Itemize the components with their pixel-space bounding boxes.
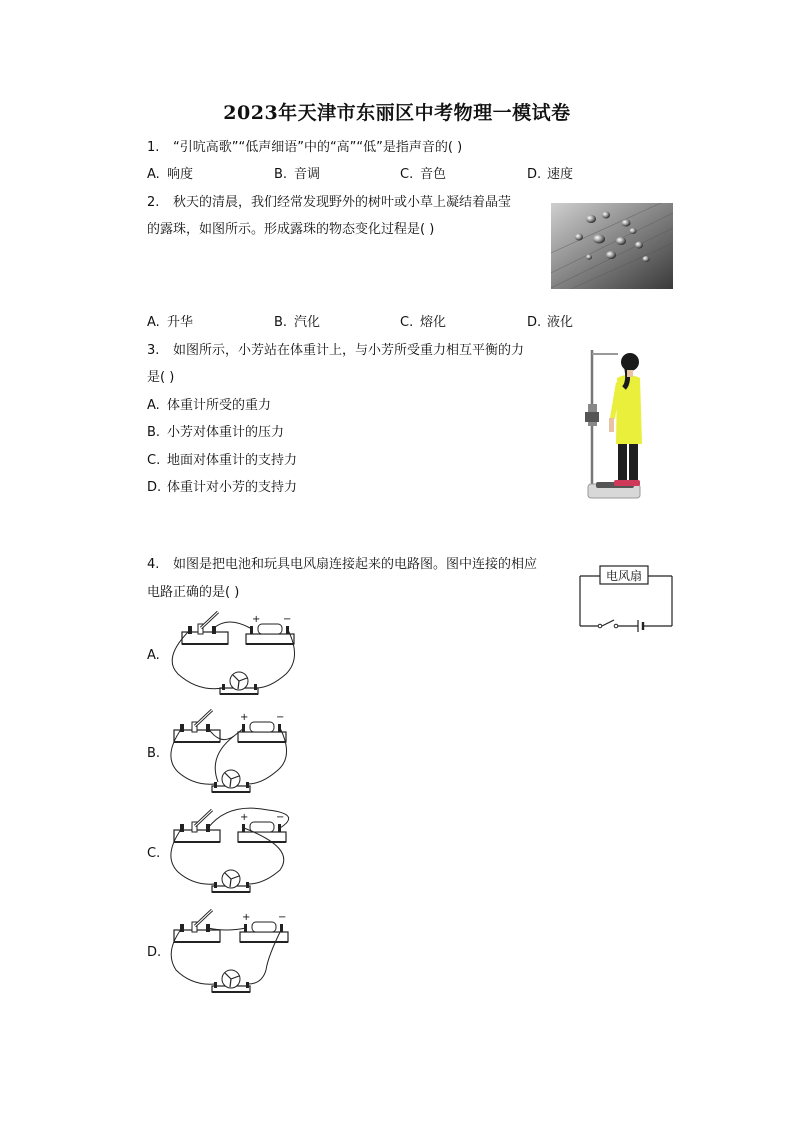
battery-minus-label: − [276,712,285,723]
option-key: A. [147,398,160,413]
question-4 [147,556,537,574]
option-key: C. [400,167,414,182]
switch-icon [174,910,220,942]
q2-option-d [527,314,573,332]
fan-icon [212,970,250,992]
option-text: 熔化 [420,315,447,330]
circuit-schematic [576,562,676,634]
circuit-option-d [168,906,300,996]
option-key: D. [147,480,162,495]
option-key: A. [147,167,160,182]
q2-option-b [274,314,320,332]
option-text: 速度 [547,167,574,182]
q2-option-a [147,314,193,332]
q1-option-c [400,166,446,184]
option-text: 体重计对小芳的支持力 [167,480,298,495]
option-text: 音调 [294,167,321,182]
option-key: D. [527,167,542,182]
fan-icon [212,870,250,892]
q4-option-c-label: C. [147,846,161,861]
q3-option-d [147,479,297,497]
battery-plus-label: + [242,912,251,923]
battery-minus-label: − [276,812,285,823]
circuit-option-b [168,706,300,796]
option-text: 升华 [167,315,194,330]
option-key: B. [147,425,161,440]
switch-icon [174,710,220,742]
option-text: 小芳对体重计的压力 [167,425,285,440]
q4-option-a-label: A. [147,648,160,663]
circuit-option-c [168,806,302,896]
battery-minus-label: − [283,614,292,625]
option-text: 音色 [420,167,447,182]
q1-option-a [147,166,193,184]
question-text: 如图所示，小芳站在体重计上，与小芳所受重力相互平衡的力 [173,343,525,358]
q2-option-c [400,314,446,332]
q3-option-a [147,397,271,415]
option-key: D. [527,315,542,330]
battery-icon [246,614,294,644]
question-number: 2. [147,195,160,210]
q1-option-b [274,166,320,184]
battery-plus-label: + [240,712,249,723]
weight-scale-photo [570,346,674,508]
question-2-line-2 [147,221,434,239]
battery-minus-label: − [278,912,287,923]
q3-option-c [147,452,297,470]
battery-icon [240,912,288,942]
switch-icon [174,810,220,842]
question-text: “引吭高歌”“低声细语”中的“高”“低”是指声音的( ) [173,140,463,155]
question-1 [147,139,462,157]
option-text: 液化 [547,315,574,330]
question-text: 秋天的清晨，我们经常发现野外的树叶或小草上凝结着晶莹 [173,195,512,210]
question-number: 1. [147,140,160,155]
question-4-line-2 [147,584,239,602]
q1-option-d [527,166,573,184]
question-text: 如图是把电池和玩具电风扇连接起来的电路图。图中连接的相应 [173,557,538,572]
option-key: B. [274,167,288,182]
question-2 [147,194,511,212]
option-key: B. [274,315,288,330]
q4-option-b-label: B. [147,746,161,761]
question-number: 4. [147,557,160,572]
question-3-line-2 [147,369,174,387]
battery-icon [238,812,286,842]
battery-plus-label: + [252,614,261,625]
q3-option-b [147,424,284,442]
question-text: 电路正确的是( ) [147,585,240,600]
fan-label: 电风扇 [605,569,643,583]
option-text: 响度 [167,167,194,182]
battery-icon [238,712,286,742]
option-text: 体重计所受的重力 [167,398,272,413]
circuit-option-a [168,608,300,698]
option-key: C. [147,453,161,468]
switch-icon [182,612,228,644]
q4-option-d-label: D. [147,945,162,960]
option-key: C. [400,315,414,330]
question-3 [147,342,524,360]
battery-plus-label: + [240,812,249,823]
fan-icon [220,672,258,694]
page-title: 2023年天津市东丽区中考物理一模试卷 [223,102,571,124]
option-text: 汽化 [294,315,321,330]
option-text: 地面对体重计的支持力 [167,453,298,468]
dew-photo [551,203,673,289]
option-key: A. [147,315,160,330]
question-number: 3. [147,343,160,358]
question-text: 的露珠，如图所示。形成露珠的物态变化过程是( ) [147,222,435,237]
question-text: 是( ) [147,370,175,385]
